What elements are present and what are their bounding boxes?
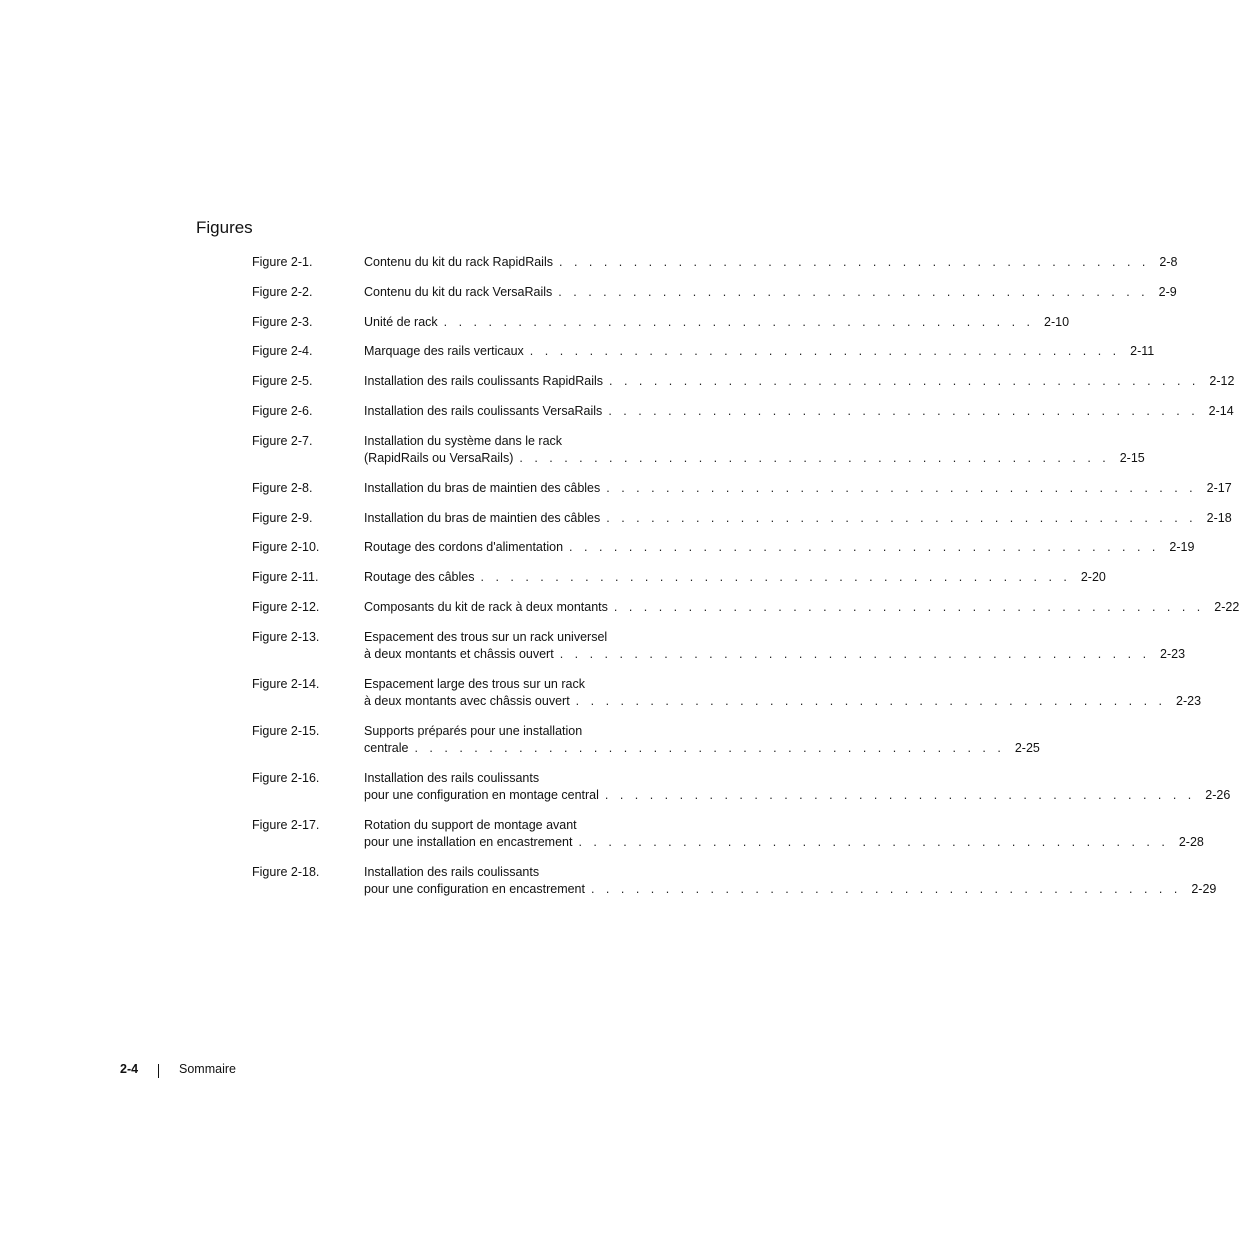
footer-section-name: Sommaire (179, 1062, 236, 1076)
page-number: 2-19 (1169, 540, 1195, 555)
leader-dots: . . . . . . . . . . . . . . . . . . . . . . . . . . . . . . . . . . . . . . . . (569, 540, 1160, 555)
figure-title (364, 569, 1106, 586)
figure-title (364, 599, 1239, 616)
title-line-1: Installation du système dans le rack (364, 433, 563, 448)
footer-page-number: 2-4 (120, 1062, 139, 1076)
leader-dots: . . . . . . . . . . . . . . . . . . . . . . . . . . . . . . . . . . . . . . . . (606, 480, 1197, 495)
page-number: 2-25 (1014, 740, 1040, 755)
page-number: 2-9 (1158, 284, 1177, 299)
figure-title (364, 817, 1204, 851)
figure-label: Figure 2-14. (252, 676, 320, 691)
leader-dots: . . . . . . . . . . . . . . . . . . . . . . . . . . . . . . . . . . . . . . . . (480, 570, 1071, 585)
leader-dots: . . . . . . . . . . . . . . . . . . . . . . . . . . . . . . . . . . . . . . . . (613, 600, 1205, 614)
title-line-2: Installation du bras de maintien des câbles (364, 510, 601, 525)
figure-title (364, 864, 1217, 898)
figure-label: Figure 2-6. (252, 404, 313, 418)
leader-dots: . . . . . . . . . . . . . . . . . . . . . . . . . . . . . . . . . . . . . . . . (414, 740, 1005, 755)
page-number: 2-15 (1119, 450, 1145, 465)
figure-label: Figure 2-7. (252, 433, 313, 448)
title-line-2: Routage des câbles (364, 570, 475, 585)
figure-label: Figure 2-15. (252, 723, 320, 738)
page-number: 2-23 (1160, 646, 1186, 661)
figure-label: Figure 2-1. (252, 255, 313, 269)
page-number: 2-17 (1206, 480, 1232, 495)
figure-label: Figure 2-8. (252, 480, 313, 495)
figure-title (364, 480, 1232, 497)
leader-dots: . . . . . . . . . . . . . . . . . . . . . . . . . . . . . . . . . . . . . . . . (443, 314, 1035, 329)
leader-dots: . . . . . . . . . . . . . . . . . . . . . . . . . . . . . . . . . . . . . . . . (575, 693, 1167, 708)
page-footer (120, 1062, 236, 1076)
title-line-2: à deux montants avec châssis ouvert (364, 693, 570, 708)
figure-title (364, 403, 1234, 420)
figure-title (364, 629, 1186, 663)
page-number: 2-28 (1178, 834, 1204, 849)
page-number: 2-29 (1191, 881, 1217, 896)
leader-dots: . . . . . . . . . . . . . . . . . . . . . . . . . . . . . . . . . . . . . . . . (558, 284, 1149, 299)
figure-label: Figure 2-9. (252, 510, 313, 525)
title-line-2: Contenu du kit du rack RapidRails (364, 255, 553, 269)
figure-title (364, 676, 1202, 710)
title-line-1: Supports préparés pour une installation (364, 723, 583, 738)
leader-dots: . . . . . . . . . . . . . . . . . . . . . . . . . . . . . . . . . . . . . . . . (608, 404, 1199, 418)
page-number: 2-20 (1080, 570, 1106, 585)
title-line-2: pour une configuration en montage central (364, 787, 599, 802)
title-line-2: pour une installation en encastrement (364, 834, 573, 849)
leader-dots: . . . . . . . . . . . . . . . . . . . . . . . . . . . . . . . . . . . . . . . . (578, 834, 1169, 849)
page-number: 2-22 (1214, 600, 1239, 614)
figure-label: Figure 2-12. (252, 600, 320, 614)
footer-divider (158, 1064, 159, 1078)
figure-label: Figure 2-17. (252, 817, 320, 832)
title-line-2: Installation des rails coulissants VersaRails (364, 404, 603, 418)
figure-title (364, 433, 1145, 467)
title-line-2: Marquage des rails verticaux (364, 344, 524, 359)
leader-dots: . . . . . . . . . . . . . . . . . . . . . . . . . . . . . . . . . . . . . . . . (559, 646, 1151, 661)
title-line-2: Routage des cordons d'alimentation (364, 540, 564, 555)
title-line-2: Contenu du kit du rack VersaRails (364, 284, 553, 299)
page-number: 2-8 (1159, 255, 1178, 269)
page-number: 2-12 (1209, 374, 1235, 389)
figure-label: Figure 2-18. (252, 864, 320, 879)
figure-title (364, 510, 1232, 527)
page-number: 2-18 (1206, 510, 1232, 525)
title-line-2: pour une configuration en encastrement (364, 881, 585, 896)
title-line-2: Installation du bras de maintien des câbles (364, 480, 601, 495)
title-line-1: Espacement des trous sur un rack universel (364, 629, 608, 644)
figure-title (364, 254, 1178, 271)
leader-dots: . . . . . . . . . . . . . . . . . . . . . . . . . . . . . . . . . . . . . . . . (604, 787, 1196, 802)
leader-dots: . . . . . . . . . . . . . . . . . . . . . . . . . . . . . . . . . . . . . . . . (559, 255, 1150, 269)
title-line-1: Espacement large des trous sur un rack (364, 676, 585, 691)
leader-dots: . . . . . . . . . . . . . . . . . . . . . . . . . . . . . . . . . . . . . . . . (529, 344, 1121, 359)
title-line-2: Composants du kit de rack à deux montants (364, 600, 608, 614)
leader-dots: . . . . . . . . . . . . . . . . . . . . . . . . . . . . . . . . . . . . . . . . (519, 450, 1110, 465)
title-line-2: Installation des rails coulissants RapidRails (364, 374, 604, 389)
leader-dots: . . . . . . . . . . . . . . . . . . . . . . . . . . . . . . . . . . . . . . . . (590, 881, 1182, 896)
figure-title (364, 723, 1040, 757)
figure-label: Figure 2-5. (252, 374, 313, 389)
figure-label: Figure 2-13. (252, 629, 320, 644)
figure-title (364, 770, 1231, 804)
figure-label: Figure 2-4. (252, 344, 313, 359)
title-line-2: à deux montants et châssis ouvert (364, 646, 554, 661)
page-number: 2-14 (1208, 404, 1234, 418)
figure-title (364, 373, 1235, 390)
title-line-1: Rotation du support de montage avant (364, 817, 577, 832)
page-number: 2-26 (1205, 787, 1231, 802)
figure-label: Figure 2-10. (252, 540, 320, 555)
page-number: 2-10 (1044, 314, 1070, 329)
title-line-1: Installation des rails coulissants (364, 770, 540, 785)
figure-label: Figure 2-3. (252, 314, 313, 329)
figure-label: Figure 2-16. (252, 770, 320, 785)
figure-label: Figure 2-11. (252, 570, 319, 585)
page-number: 2-11 (1130, 344, 1155, 359)
figure-title (364, 343, 1155, 360)
figure-label: Figure 2-2. (252, 284, 313, 299)
leader-dots: . . . . . . . . . . . . . . . . . . . . . . . . . . . . . . . . . . . . . . . . (609, 374, 1200, 389)
title-line-2: Unité de rack (364, 314, 438, 329)
title-line-1: Installation des rails coulissants (364, 864, 540, 879)
leader-dots: . . . . . . . . . . . . . . . . . . . . . . . . . . . . . . . . . . . . . . . . (606, 510, 1197, 525)
title-line-2: (RapidRails ou VersaRails) (364, 450, 514, 465)
page-number: 2-23 (1176, 693, 1202, 708)
figure-title (364, 284, 1177, 301)
figure-title (364, 314, 1070, 331)
title-line-2: centrale (364, 740, 409, 755)
section-heading: Figures (196, 218, 253, 237)
figure-title (364, 539, 1195, 556)
